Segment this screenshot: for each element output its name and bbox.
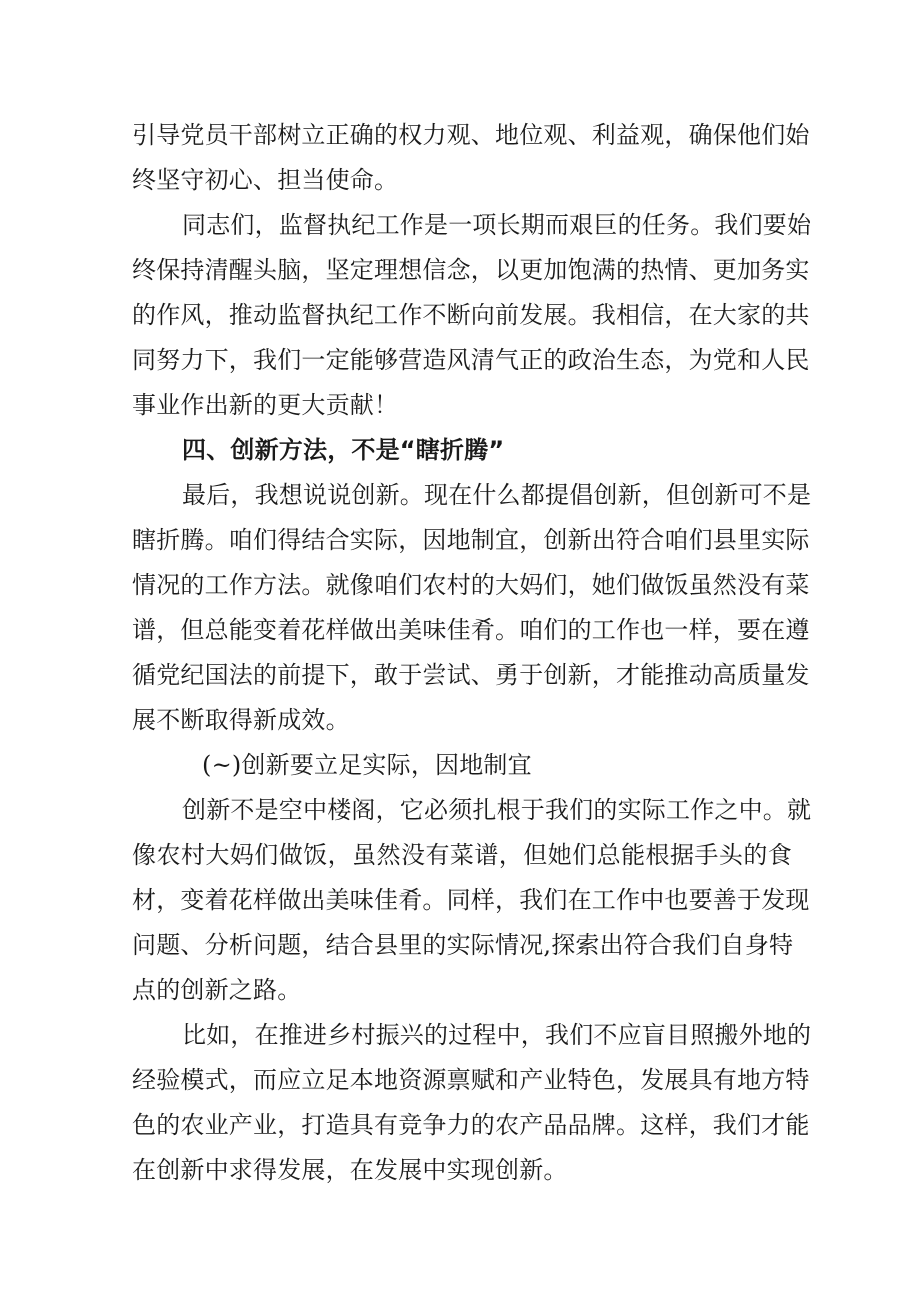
paragraph-line: 引导党员干部树立正确的权力观、地位观、利益观，确保他们始 xyxy=(132,121,810,149)
paragraph-line: 像农村大妈们做饭，虽然没有菜谱，但她们总能根据手头的食 xyxy=(132,841,792,869)
paragraph-line: 终坚守初心、担当使命。 xyxy=(132,166,399,194)
paragraph-line: 经验模式，而应立足本地资源禀赋和产业特色，发展具有地方特 xyxy=(132,1066,810,1094)
paragraph-line: 在创新中求得发展，在发展中实现创新。 xyxy=(132,1156,568,1184)
paragraph-line: 展不断取得新成效。 xyxy=(132,706,350,734)
paragraph-line: 色的农业产业，打造具有竞争力的农产品品牌。这样，我们才能 xyxy=(132,1111,810,1139)
paragraph-line: 瞎折腾。咱们得结合实际，因地制宜，创新出符合咱们县里实际 xyxy=(132,526,810,554)
subsection-heading: (~)创新要立足实际，因地制宜 xyxy=(202,751,532,779)
section-heading: 四、创新方法，不是“瞎折腾” xyxy=(182,436,505,464)
paragraph-line: 创新不是空中楼阁，它必须扎根于我们的实际工作之中。就 xyxy=(182,796,812,824)
paragraph-line: 事业作出新的更大贡献！ xyxy=(132,391,399,419)
paragraph-line: 同努力下，我们一定能够营造风清气正的政治生态，为党和人民 xyxy=(132,346,810,374)
paragraph-line: 材，变着花样做出美味佳肴。同样，我们在工作中也要善于发现 xyxy=(132,886,810,914)
paragraph-line: 情况的工作方法。就像咱们农村的大妈们，她们做饭虽然没有菜 xyxy=(132,571,810,599)
paragraph-line: 的作风，推动监督执纪工作不断向前发展。我相信，在大家的共 xyxy=(132,301,810,329)
paragraph-line: 问题、分析问题，结合县里的实际情况,探索出符合我们自身特 xyxy=(132,931,794,959)
paragraph-line: 比如，在推进乡村振兴的过程中，我们不应盲目照搬外地的 xyxy=(182,1021,812,1049)
paragraph-line: 循党纪国法的前提下，敢于尝试、勇于创新，才能推动高质量发 xyxy=(132,661,810,689)
paragraph-line: 点的创新之路。 xyxy=(132,976,302,1004)
paragraph-line: 谱，但总能变着花样做出美味佳肴。咱们的工作也一样，要在遵 xyxy=(132,616,810,644)
paragraph-line: 最后，我想说说创新。现在什么都提倡创新，但创新可不是 xyxy=(182,481,812,509)
paragraph-line: 终保持清醒头脑，坚定理想信念，以更加饱满的热情、更加务实 xyxy=(132,256,810,284)
paragraph-line: 同志们，监督执纪工作是一项长期而艰巨的任务。我们要始 xyxy=(182,211,812,239)
